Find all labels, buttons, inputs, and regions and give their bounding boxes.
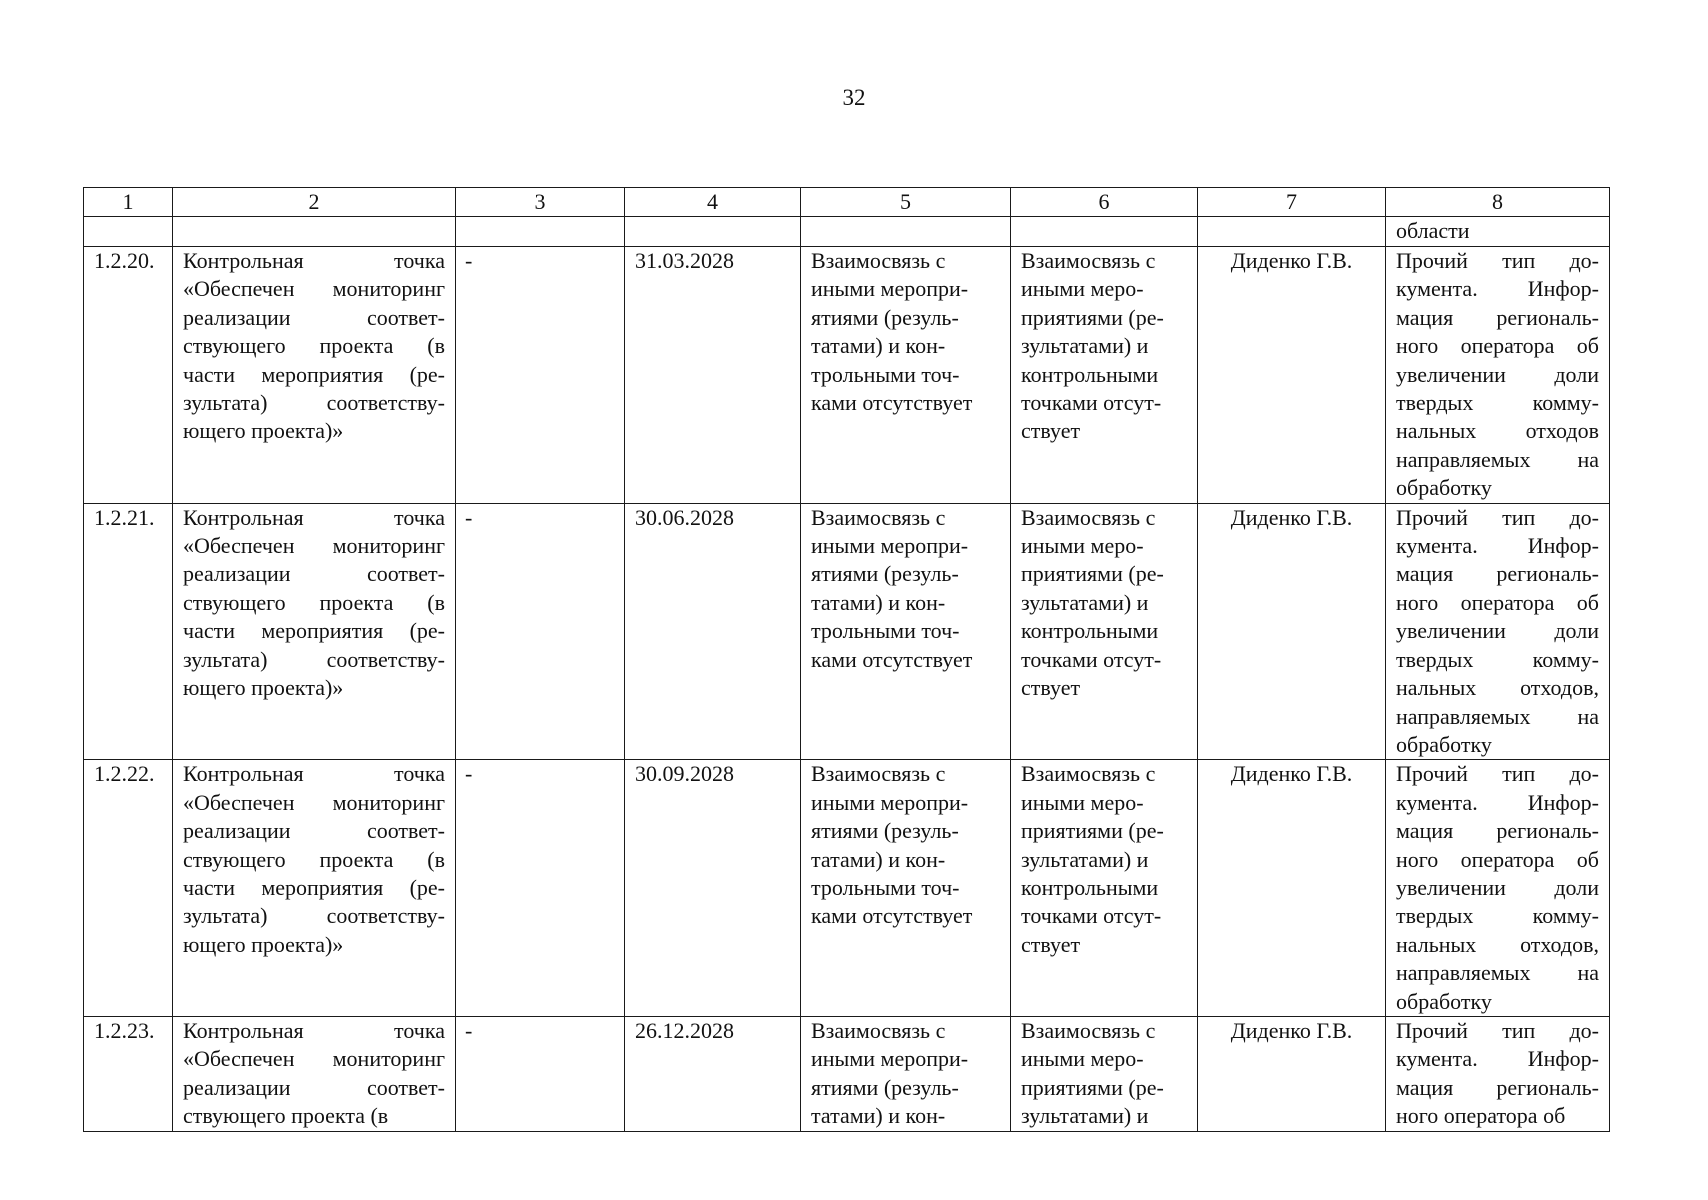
control-point-name-line: зультата) соответству-	[183, 646, 445, 672]
relation-col5-line: ятиями (резуль-	[811, 1074, 959, 1100]
relation-col6-line: зультатами) и	[1021, 333, 1149, 359]
relation-col6	[1011, 760, 1198, 1017]
row-number: 1.2.23.	[84, 1016, 173, 1131]
document-type-line: направляемых на	[1396, 446, 1599, 472]
relation-col5-line: татами) и кон-	[811, 333, 946, 359]
control-point-name-line: ствующего проекта (в	[183, 1103, 389, 1129]
document-type	[1386, 247, 1610, 504]
due-date: 30.06.2028	[625, 503, 801, 760]
relation-col5	[801, 503, 1011, 760]
document-type-line: нальных отходов	[1396, 418, 1599, 444]
relation-col5	[801, 1016, 1011, 1131]
document-type-line: увеличении доли	[1396, 618, 1599, 644]
control-point-name-line: зультата) соответству-	[183, 903, 445, 929]
control-point-name-line: части мероприятия (ре-	[183, 361, 445, 387]
document-type-line: Прочий тип до-	[1396, 248, 1599, 273]
document-type-line: ного оператора об	[1396, 333, 1599, 359]
relation-col5-line: ятиями (резуль-	[811, 304, 959, 330]
empty-cell	[173, 217, 456, 247]
relation-col6	[1011, 247, 1198, 504]
empty-cell	[1198, 217, 1386, 247]
relation-col6-line: точками отсут-	[1021, 646, 1162, 672]
responsible-person: Диденко Г.В.	[1198, 1016, 1386, 1131]
document-type-line: кумента. Инфор-	[1396, 276, 1599, 302]
relation-col6	[1011, 1016, 1198, 1131]
relation-col5-line: татами) и кон-	[811, 1103, 946, 1129]
relation-col6-line: иными меро-	[1021, 1046, 1144, 1072]
relation-col6-line: точками отсут-	[1021, 903, 1162, 929]
document-type-line: ного оператора об	[1396, 846, 1599, 872]
responsible-person: Диденко Г.В.	[1198, 760, 1386, 1017]
col3-value: -	[456, 1016, 625, 1131]
due-date: 26.12.2028	[625, 1016, 801, 1131]
due-date: 30.09.2028	[625, 760, 801, 1017]
control-point-name-line: реализации соответ-	[183, 561, 445, 587]
relation-col5-line: трольными точ-	[811, 874, 960, 900]
relation-col6-line: иными меро-	[1021, 533, 1144, 559]
control-point-name-line: ющего проекта)»	[183, 418, 344, 444]
control-point-name-line: «Обеспечен мониторинг	[183, 789, 445, 815]
column-header: 7	[1198, 188, 1386, 217]
document-type-line: Прочий тип до-	[1396, 761, 1599, 787]
due-date: 31.03.2028	[625, 247, 801, 504]
relation-col5-line: ками отсутствует	[811, 646, 973, 672]
relation-col5-line: трольными точ-	[811, 361, 960, 387]
control-point-name-line: «Обеспечен мониторинг	[183, 1046, 445, 1072]
document-type-line: обработку	[1396, 731, 1492, 757]
document-type-line: Прочий тип до-	[1396, 1017, 1599, 1043]
relation-col5-line: ятиями (резуль-	[811, 561, 959, 587]
column-header: 4	[625, 188, 801, 217]
document-type-line: кумента. Инфор-	[1396, 533, 1599, 559]
control-point-name-line: ствующего проекта (в	[183, 333, 445, 359]
table-row	[84, 503, 1610, 760]
relation-col5-line: ятиями (резуль-	[811, 818, 959, 844]
relation-col6-line: контрольными	[1021, 618, 1159, 644]
document-type-line: увеличении доли	[1396, 874, 1599, 900]
row-number: 1.2.20.	[84, 247, 173, 504]
control-point-name-line: реализации соответ-	[183, 304, 445, 330]
relation-col6-line: приятиями (ре-	[1021, 304, 1164, 330]
relation-col6-line: иными меро-	[1021, 276, 1144, 302]
continuation-text: области	[1386, 217, 1610, 247]
relation-col6-line: ствует	[1021, 675, 1081, 701]
relation-col6-line: иными меро-	[1021, 789, 1144, 815]
empty-cell	[625, 217, 801, 247]
control-point-name-line: реализации соответ-	[183, 1074, 445, 1100]
control-point-name-line: части мероприятия (ре-	[183, 874, 445, 900]
control-point-name	[173, 247, 456, 504]
relation-col5-line: Взаимосвязь с	[811, 504, 946, 530]
document-type-line: нальных отходов,	[1396, 931, 1599, 957]
document-type-line: кумента. Инфор-	[1396, 1046, 1599, 1072]
control-point-name-line: «Обеспечен мониторинг	[183, 276, 445, 302]
document-type-line: обработку	[1396, 475, 1492, 501]
control-point-name-line: части мероприятия (ре-	[183, 618, 445, 644]
relation-col6-line: Взаимосвязь с	[1021, 761, 1156, 787]
control-point-name-line: ющего проекта)»	[183, 675, 344, 701]
document-type-line: нальных отходов,	[1396, 675, 1599, 701]
document-type-line: твердых комму-	[1396, 646, 1599, 672]
document-type-line: твердых комму-	[1396, 390, 1599, 416]
relation-col6-line: Взаимосвязь с	[1021, 248, 1156, 273]
page-number: 32	[842, 85, 866, 110]
relation-col5-line: татами) и кон-	[811, 589, 946, 615]
relation-col6-line: ствует	[1021, 418, 1081, 444]
row-number: 1.2.22.	[84, 760, 173, 1017]
relation-col5	[801, 247, 1011, 504]
relation-col6	[1011, 503, 1198, 760]
relation-col6-line: зультатами) и	[1021, 1103, 1149, 1129]
document-type-line: кумента. Инфор-	[1396, 789, 1599, 815]
relation-col6-line: контрольными	[1021, 361, 1159, 387]
relation-col6-line: приятиями (ре-	[1021, 818, 1164, 844]
control-point-name-line: «Обеспечен мониторинг	[183, 533, 445, 559]
column-number-row	[84, 188, 1610, 217]
control-point-name	[173, 760, 456, 1017]
relation-col5-line: Взаимосвязь с	[811, 761, 946, 787]
document-type	[1386, 1016, 1610, 1131]
table-row	[84, 760, 1610, 1017]
relation-col6-line: зультатами) и	[1021, 589, 1149, 615]
document-type-line: ного оператора об	[1396, 1103, 1566, 1129]
column-header: 6	[1011, 188, 1198, 217]
col3-value: -	[456, 247, 625, 504]
control-point-name-line: реализации соответ-	[183, 818, 445, 844]
relation-col5-line: Взаимосвязь с	[811, 248, 946, 273]
control-points-table	[83, 187, 1610, 1132]
relation-col6-line: приятиями (ре-	[1021, 561, 1164, 587]
document-type-line: направляемых на	[1396, 703, 1599, 729]
col3-value: -	[456, 503, 625, 760]
control-point-name-line: Контрольная точка	[183, 248, 445, 273]
document-type	[1386, 760, 1610, 1017]
relation-col6-line: приятиями (ре-	[1021, 1074, 1164, 1100]
relation-col6-line: Взаимосвязь с	[1021, 1017, 1156, 1043]
relation-col5-line: иными меропри-	[811, 533, 969, 559]
column-header: 5	[801, 188, 1011, 217]
document-type-line: ного оператора об	[1396, 589, 1599, 615]
document-type-line: твердых комму-	[1396, 903, 1599, 929]
control-point-name-line: Контрольная точка	[183, 761, 445, 787]
relation-col5-line: ками отсутствует	[811, 903, 973, 929]
control-point-name-line: Контрольная точка	[183, 504, 445, 530]
empty-cell	[456, 217, 625, 247]
empty-cell	[801, 217, 1011, 247]
continuation-row	[84, 217, 1610, 247]
column-header: 8	[1386, 188, 1610, 217]
column-header: 2	[173, 188, 456, 217]
empty-cell	[84, 217, 173, 247]
row-number: 1.2.21.	[84, 503, 173, 760]
relation-col6-line: зультатами) и	[1021, 846, 1149, 872]
col3-value: -	[456, 760, 625, 1017]
responsible-person: Диденко Г.В.	[1198, 247, 1386, 504]
document-type-line: увеличении доли	[1396, 361, 1599, 387]
control-point-name-line: ствующего проекта (в	[183, 846, 445, 872]
relation-col6-line: точками отсут-	[1021, 390, 1162, 416]
control-point-name-line: зультата) соответству-	[183, 390, 445, 416]
control-point-name	[173, 1016, 456, 1131]
table-row	[84, 1016, 1610, 1131]
relation-col5-line: татами) и кон-	[811, 846, 946, 872]
document-type-line: мация региональ-	[1396, 304, 1599, 330]
control-point-name-line: ющего проекта)»	[183, 931, 344, 957]
document-type-line: мация региональ-	[1396, 818, 1599, 844]
relation-col5-line: иными меропри-	[811, 789, 969, 815]
relation-col6-line: Взаимосвязь с	[1021, 504, 1156, 530]
control-point-name-line: ствующего проекта (в	[183, 589, 445, 615]
control-point-name-line: Контрольная точка	[183, 1017, 445, 1043]
relation-col5-line: трольными точ-	[811, 618, 960, 644]
column-header: 1	[84, 188, 173, 217]
table-row	[84, 247, 1610, 504]
column-header: 3	[456, 188, 625, 217]
document-type	[1386, 503, 1610, 760]
control-point-name	[173, 503, 456, 760]
relation-col5-line: иными меропри-	[811, 1046, 969, 1072]
relation-col6-line: контрольными	[1021, 874, 1159, 900]
document-type-line: мация региональ-	[1396, 1074, 1599, 1100]
document-type-line: мация региональ-	[1396, 561, 1599, 587]
relation-col5-line: ками отсутствует	[811, 390, 973, 416]
document-type-line: направляемых на	[1396, 960, 1599, 986]
relation-col5-line: Взаимосвязь с	[811, 1017, 946, 1043]
relation-col6-line: ствует	[1021, 931, 1081, 957]
relation-col5	[801, 760, 1011, 1017]
relation-col5-line: иными меропри-	[811, 276, 969, 302]
responsible-person: Диденко Г.В.	[1198, 503, 1386, 760]
document-type-line: обработку	[1396, 988, 1492, 1014]
document-type-line: Прочий тип до-	[1396, 504, 1599, 530]
table-body	[84, 188, 1610, 1132]
empty-cell	[1011, 217, 1198, 247]
